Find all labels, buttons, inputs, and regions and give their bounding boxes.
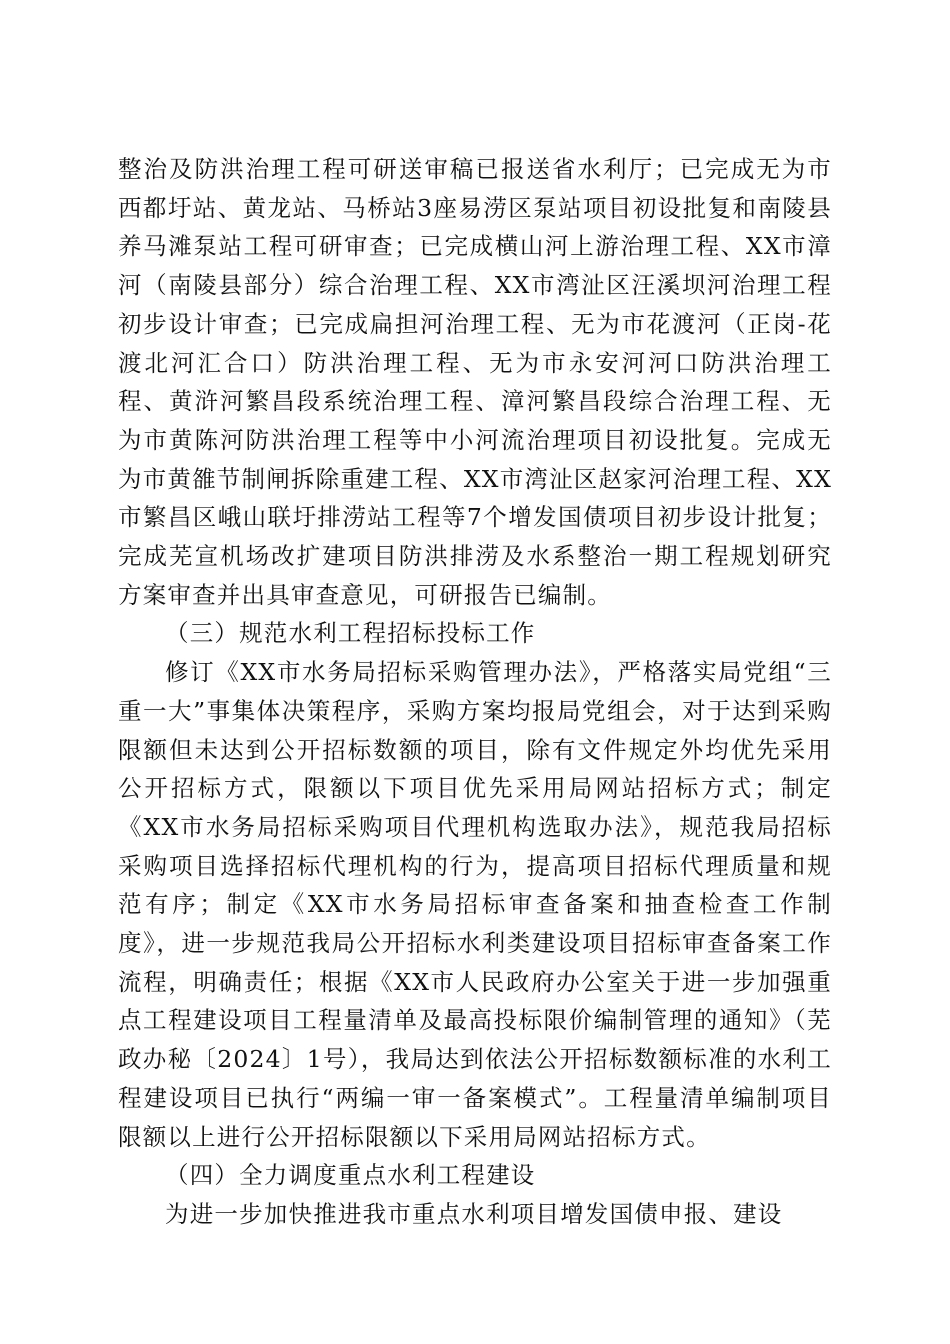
paragraph-continued: 整治及防洪治理工程可研送审稿已报送省水利厅；已完成无为市西都圩站、黄龙站、马桥站3座易涝区泵站项目初设批复和南陵县养马滩泵站工程可研审查；已完成横山河上游治理工程、XX市漳河（南陵县部分）综合治理工程、XX市湾沚区汪溪坝河治理工程初步设计审查；已完成扁担河治理工程、无为市花渡河（正岗-花渡北河汇合口）防洪治理工程、无为市永安河河口防洪治理工程、黄浒河繁昌段系统治理工程、漳河繁昌段综合治理工程、无为市黄陈河防洪治理工程等中小河流治理项目初设批复。完成无为市黄雒节制闸拆除重建工程、XX市湾沚区赵家河治理工程、XX市繁昌区峨山联圩排涝站工程等7个增发国债项目初步设计批复；完成芜宣机场改扩建项目防洪排涝及水系整治一期工程规划研究方案审查并出具审查意见，可研报告已编制。 bbox=[118, 155, 832, 609]
section-heading-3: （三）规范水利工程招标投标工作 bbox=[165, 619, 536, 648]
document-body bbox=[118, 150, 832, 1234]
section-heading-4: （四）全力调度重点水利工程建设 bbox=[165, 1161, 536, 1190]
paragraph-key-projects: 为进一步加快推进我市重点水利项目增发国债申报、建设 bbox=[165, 1199, 783, 1228]
paragraph-bidding: 修订《XX市水务局招标采购管理办法》，严格落实局党组“三重一大”事集体决策程序，采购方案均报局党组会，对于达到采购限额但未达到公开招标数额的项目，除有文件规定外均优先采用公开招标方式，限额以下项目优先采用局网站招标方式；制定《XX市水务局招标采购项目代理机构选取办法》，规范我局招标采购项目选择招标代理机构的行为，提高项目招标代理质量和规范有序；制定《XX市水务局招标审查备案和抽查检查工作制度》，进一步规范我局公开招标水利类建设项目招标审查备案工作流程，明确责任；根据《XX市人民政府办公室关于进一步加强重点工程建设项目工程量清单及最高投标限价编制管理的通知》（芜政办秘〔2024〕1号），我局达到依法公开招标数额标准的水利工程建设项目已执行“两编一审一备案模式”。工程量清单编制项目限额以上进行公开招标限额以下采用局网站招标方式。 bbox=[118, 658, 832, 1151]
